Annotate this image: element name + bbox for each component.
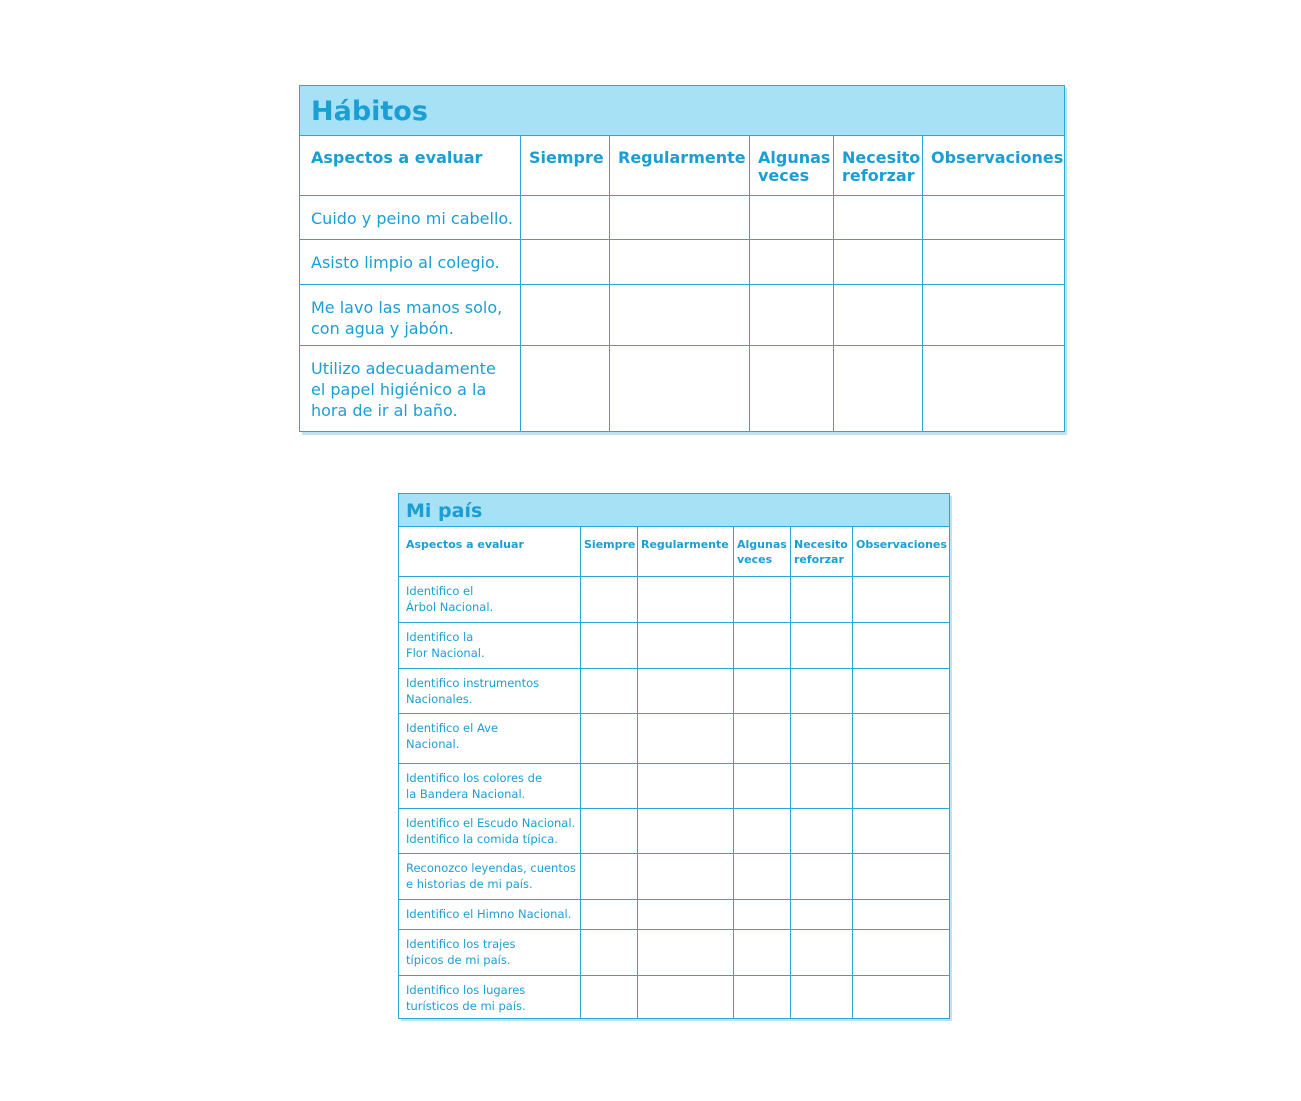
observation-cell[interactable]: [923, 240, 1065, 284]
check-cell[interactable]: [638, 714, 734, 764]
check-cell[interactable]: [521, 345, 610, 431]
table-row: [399, 976, 950, 1019]
aspect-cell: Asisto limpio al colegio.: [300, 240, 521, 284]
check-cell[interactable]: [638, 976, 734, 1019]
aspect-cell: Cuido y peino mi cabello.: [300, 196, 521, 240]
aspect-cell: Reconozco leyendas, cuentos e historias de mi país.: [399, 854, 581, 900]
check-cell[interactable]: [610, 240, 750, 284]
table-row: [399, 854, 950, 900]
check-cell[interactable]: [638, 623, 734, 669]
check-cell[interactable]: [734, 976, 791, 1019]
check-cell[interactable]: [581, 623, 638, 669]
aspect-cell: Identifico la Flor Nacional.: [399, 623, 581, 669]
header-regularmente: Regularmente: [638, 527, 734, 577]
check-cell[interactable]: [610, 284, 750, 345]
check-cell[interactable]: [581, 930, 638, 976]
table-row: [399, 930, 950, 976]
table-row: [399, 577, 950, 623]
check-cell[interactable]: [610, 196, 750, 240]
header-necesito-reforzar: Necesito reforzar: [791, 527, 853, 577]
check-cell[interactable]: [834, 284, 923, 345]
check-cell[interactable]: [791, 764, 853, 809]
observation-cell[interactable]: [853, 976, 950, 1019]
observation-cell[interactable]: [853, 854, 950, 900]
mi-pais-table: [398, 493, 949, 1018]
header-observaciones: Observaciones: [853, 527, 950, 577]
observation-cell[interactable]: [853, 930, 950, 976]
observation-cell[interactable]: [853, 809, 950, 854]
aspect-cell: Identifico el Escudo Nacional. Identifico la comida típica.: [399, 809, 581, 854]
aspect-cell: Me lavo las manos solo, con agua y jabón.: [300, 284, 521, 345]
check-cell[interactable]: [750, 345, 834, 431]
check-cell[interactable]: [581, 976, 638, 1019]
check-cell[interactable]: [638, 764, 734, 809]
check-cell[interactable]: [638, 809, 734, 854]
check-cell[interactable]: [734, 764, 791, 809]
check-cell[interactable]: [581, 809, 638, 854]
observation-cell[interactable]: [923, 196, 1065, 240]
aspect-cell: Identifico los trajes típicos de mi país.: [399, 930, 581, 976]
check-cell[interactable]: [791, 854, 853, 900]
check-cell[interactable]: [638, 930, 734, 976]
table-row: [399, 669, 950, 714]
check-cell[interactable]: [834, 196, 923, 240]
check-cell[interactable]: [834, 240, 923, 284]
header-algunas-veces: Algunas veces: [750, 136, 834, 196]
table-row: [399, 900, 950, 930]
check-cell[interactable]: [521, 284, 610, 345]
observation-cell[interactable]: [853, 764, 950, 809]
header-regularmente: Regularmente: [610, 136, 750, 196]
habitos-title: Hábitos: [300, 86, 1065, 136]
check-cell[interactable]: [638, 669, 734, 714]
check-cell[interactable]: [750, 240, 834, 284]
observation-cell[interactable]: [853, 577, 950, 623]
check-cell[interactable]: [750, 196, 834, 240]
check-cell[interactable]: [734, 669, 791, 714]
check-cell[interactable]: [638, 900, 734, 930]
check-cell[interactable]: [734, 854, 791, 900]
aspect-cell: Identifico los lugares turísticos de mi país.: [399, 976, 581, 1019]
check-cell[interactable]: [581, 714, 638, 764]
check-cell[interactable]: [521, 240, 610, 284]
check-cell[interactable]: [581, 854, 638, 900]
header-necesito-reforzar: Necesito reforzar: [834, 136, 923, 196]
table-row: [399, 809, 950, 854]
check-cell[interactable]: [610, 345, 750, 431]
check-cell[interactable]: [734, 930, 791, 976]
check-cell[interactable]: [750, 284, 834, 345]
table-row: [399, 764, 950, 809]
mi-pais-title: Mi país: [399, 494, 950, 527]
table-row: [399, 714, 950, 764]
check-cell[interactable]: [581, 669, 638, 714]
observation-cell[interactable]: [853, 669, 950, 714]
check-cell[interactable]: [791, 623, 853, 669]
observation-cell[interactable]: [853, 714, 950, 764]
observation-cell[interactable]: [853, 900, 950, 930]
check-cell[interactable]: [521, 196, 610, 240]
table-row: [399, 623, 950, 669]
check-cell[interactable]: [581, 764, 638, 809]
check-cell[interactable]: [581, 900, 638, 930]
habitos-table: [299, 85, 1064, 432]
header-siempre: Siempre: [581, 527, 638, 577]
check-cell[interactable]: [791, 714, 853, 764]
check-cell[interactable]: [791, 976, 853, 1019]
aspect-cell: Identifico instrumentos Nacionales.: [399, 669, 581, 714]
check-cell[interactable]: [734, 900, 791, 930]
check-cell[interactable]: [734, 714, 791, 764]
check-cell[interactable]: [734, 623, 791, 669]
header-siempre: Siempre: [521, 136, 610, 196]
check-cell[interactable]: [791, 669, 853, 714]
header-algunas-veces: Algunas veces: [734, 527, 791, 577]
table-row: [300, 196, 1065, 240]
check-cell[interactable]: [581, 577, 638, 623]
check-cell[interactable]: [791, 900, 853, 930]
aspect-cell: Identifico el Árbol Nacional.: [399, 577, 581, 623]
table-row: [300, 284, 1065, 345]
table-row: [300, 345, 1065, 431]
table-row: [300, 240, 1065, 284]
aspect-cell: Identifico el Ave Nacional.: [399, 714, 581, 764]
check-cell[interactable]: [638, 577, 734, 623]
aspect-cell: Identifico los colores de la Bandera Nacional.: [399, 764, 581, 809]
aspect-cell: Identifico el Himno Nacional.: [399, 900, 581, 930]
check-cell[interactable]: [791, 930, 853, 976]
check-cell[interactable]: [734, 809, 791, 854]
check-cell[interactable]: [734, 577, 791, 623]
header-observaciones: Observaciones: [923, 136, 1065, 196]
observation-cell[interactable]: [923, 284, 1065, 345]
check-cell[interactable]: [791, 809, 853, 854]
observation-cell[interactable]: [923, 345, 1065, 431]
check-cell[interactable]: [834, 345, 923, 431]
header-aspectos: Aspectos a evaluar: [300, 136, 521, 196]
header-aspectos: Aspectos a evaluar: [399, 527, 581, 577]
check-cell[interactable]: [791, 577, 853, 623]
aspect-cell: Utilizo adecuadamente el papel higiénico a la hora de ir al baño.: [300, 345, 521, 431]
check-cell[interactable]: [638, 854, 734, 900]
observation-cell[interactable]: [853, 623, 950, 669]
